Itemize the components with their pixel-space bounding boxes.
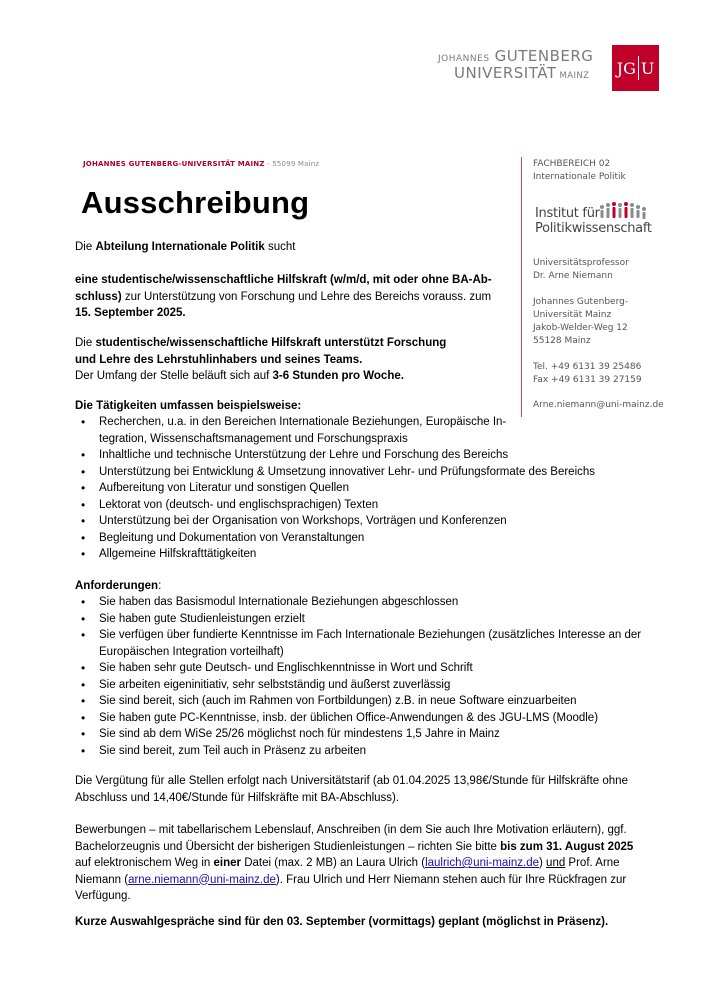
- list-item: [75, 627, 695, 660]
- start-date: 15. September 2025.: [75, 307, 186, 319]
- department-info: [533, 158, 626, 184]
- support-text: Der Umfang der Stelle beläuft sich auf: [75, 370, 273, 382]
- list-item: • Sie sind ab dem WiSe 25/26 möglichst noch für mindestens 1,5 Jahre in Mainz: [75, 726, 695, 743]
- logo-universitaet: UNIVERSITÄT: [454, 64, 557, 82]
- list-item: • Sie haben das Basismodul Internationale Beziehungen abgeschlossen: [75, 594, 695, 611]
- list-item: • Sie haben gute Studienleistungen erzielt: [75, 611, 695, 628]
- list-item-text: tegration, Wissenschaftsmanagement und Forschungspraxis: [99, 432, 408, 445]
- application-paragraph: [75, 822, 658, 905]
- tasks-heading-text: Die Tätigkeiten umfassen beispielsweise:: [75, 400, 302, 412]
- institute-logo: [535, 202, 655, 244]
- requirements-heading: [75, 578, 690, 595]
- list-item: • Unterstützung bei Entwicklung & Umsetzung innovativer Lehr- und Prüfungsformate des Bereichs: [75, 464, 695, 481]
- list-item: • Sie sind bereit, sich (auch im Rahmen von Fortbildungen) z.B. in neue Software einzuarbeiten: [75, 693, 695, 710]
- address-line: Johannes Gutenberg-: [533, 297, 629, 307]
- list-item-text: Europäischen Integration vorteilhaft): [99, 645, 284, 658]
- application-text: Datei (max. 2 MB) an Laura Ulrich (: [241, 857, 426, 869]
- list-item: • Lektorat von (deutsch- und englischsprachigen) Texten: [75, 497, 695, 514]
- email-link-ulrich[interactable]: laulrich@uni-mainz.de: [425, 857, 540, 869]
- contact-email[interactable]: Arne.niemann@uni-mainz.de: [533, 400, 664, 410]
- pay-paragraph: [75, 773, 690, 806]
- application-text: Bachelorzeugnis und Übersicht der bisherigen Studienleistungen – richten Sie bitte: [75, 840, 501, 853]
- department-line2: Internationale Politik: [533, 172, 626, 182]
- application-text: Niemann (: [75, 873, 129, 886]
- application-text: ): [539, 857, 547, 869]
- address-line: Jakob-Welder-Weg 12: [533, 323, 628, 333]
- support-line2: und Lehre des Lehrstuhlinhabers und seines Teams.: [75, 353, 363, 366]
- jgu-logo-badge: [612, 45, 659, 91]
- intro-text: sucht: [264, 241, 296, 253]
- list-item-text: Sie verfügen über fundierte Kenntnisse im Fach Internationale Beziehungen (zusätzliches Interesse an der: [99, 629, 642, 641]
- tasks-list: [75, 414, 695, 563]
- email-link-niemann[interactable]: arne.niemann@uni-mainz.de: [128, 873, 276, 886]
- logo-gutenberg: GUTENBERG: [494, 47, 594, 65]
- interviews-text: Kurze Auswahlgespräche sind für den 03. September (vormittags) geplant (möglichst in Präsenz).: [75, 916, 609, 928]
- position-paragraph: [75, 272, 515, 322]
- logo-johannes: JOHANNES: [438, 54, 490, 64]
- list-item: • Unterstützung bei der Organisation von Workshops, Vorträgen und Konferenzen: [75, 513, 695, 530]
- list-item: • Aufbereitung von Literatur und sonstigen Quellen: [75, 480, 695, 497]
- sender-university: JOHANNES GUTENBERG-UNIVERSITÄT MAINZ: [83, 160, 265, 168]
- requirements-list: [75, 594, 695, 759]
- page-title: Ausschreibung: [81, 185, 310, 220]
- intro-text: Die: [75, 241, 96, 253]
- sender-zip: - 55099 Mainz: [267, 160, 320, 168]
- intro-department: Abteilung Internationale Politik: [95, 241, 265, 253]
- fax-number: Fax +49 6131 39 27159: [533, 375, 642, 385]
- position-title-line2: schluss): [75, 290, 122, 303]
- application-deadline: bis zum 31. August 2025: [500, 840, 634, 853]
- pay-line: Die Vergütung für alle Stellen erfolgt nach Universitätstarif (ab 01.04.2025 13,98€/Stunde für Hilfskräfte ohne: [75, 775, 628, 787]
- institute-line2: Politikwissenschaft: [535, 221, 652, 236]
- requirements-colon: :: [158, 580, 162, 592]
- list-item: • Begleitung und Dokumentation von Veranstaltungen: [75, 530, 695, 547]
- application-line: Verfügung.: [75, 890, 131, 902]
- list-item: • Sie haben gute PC-Kenntnisse, insb. der üblichen Office-Anwendungen & des JGU-LMS (Moodle): [75, 710, 695, 727]
- address-line: Universität Mainz: [533, 310, 612, 320]
- department-line1: FACHBEREICH 02: [533, 159, 611, 169]
- list-item: [75, 414, 695, 447]
- requirements-heading-text: Anforderungen: [75, 580, 159, 592]
- application-text: Prof. Arne: [565, 857, 620, 869]
- list-item: • Sie arbeiten eigeninitiativ, sehr selbstständig und äußerst zuverlässig: [75, 677, 695, 694]
- tasks-heading: [75, 398, 690, 415]
- intro-paragraph: [75, 239, 690, 256]
- phone-number: Tel. +49 6131 39 25486: [533, 362, 642, 372]
- pay-line: Abschluss und 14,40€/Stunde für Hilfskräfte mit BA-Abschluss).: [75, 791, 400, 804]
- application-text: ). Frau Ulrich und Herr Niemann stehen auch für Ihre Rückfragen zur: [275, 873, 627, 886]
- list-item: • Sie sind bereit, zum Teil auch in Präsenz zu arbeiten: [75, 743, 695, 760]
- jgu-badge-jg: JG: [616, 58, 636, 78]
- list-item: • Sie haben sehr gute Deutsch- und Englischkenntnisse in Wort und Schrift: [75, 660, 695, 677]
- position-title-line1: eine studentische/wissenschaftliche Hilfskraft (w/m/d, mit oder ohne BA-Ab-: [75, 274, 492, 286]
- application-und: und: [546, 857, 566, 869]
- institute-line1: Institut für: [535, 206, 600, 221]
- list-item: • Inhaltliche und technische Unterstützung der Lehre und Forschung des Bereichs: [75, 447, 695, 464]
- support-line1: studentische/wissenschaftliche Hilfskraft unterstützt Forschung: [95, 337, 447, 349]
- list-item: • Allgemeine Hilfskrafttätigkeiten: [75, 546, 695, 563]
- contact-name: Dr. Arne Niemann: [533, 271, 613, 281]
- position-text: zur Unterstützung von Forschung und Lehre des Bereichs vorauss. zum: [121, 290, 492, 303]
- sender-line: [83, 160, 319, 168]
- application-einer: einer: [213, 857, 241, 869]
- list-item-text: Recherchen, u.a. in den Bereichen Internationale Beziehungen, Europäische In-: [99, 416, 507, 428]
- application-text: auf elektronischem Weg in: [75, 857, 214, 869]
- interviews-paragraph: [75, 914, 690, 931]
- contact-person: [533, 257, 629, 283]
- weekly-hours: 3-6 Stunden pro Woche.: [272, 370, 404, 382]
- jgu-badge-u: U: [640, 58, 655, 78]
- people-icon: [598, 202, 648, 226]
- address-line: 55128 Mainz: [533, 336, 591, 346]
- logo-mainz: MAINZ: [559, 71, 590, 81]
- application-line: Bewerbungen – mit tabellarischem Lebenslauf, Anschreiben (in dem Sie auch Ihre Motivation erläutern), ggf.: [75, 824, 627, 836]
- support-paragraph: Die studentische/wissenschaftliche Hilfskraft unterstützt Forschung und Lehre des Lehrstuhlinhabers und seines Teams. Der Umfang der Stelle beläuft sich auf 3-6 Stunden pro Woche.: [75, 337, 447, 382]
- contact-position: Universitätsprofessor: [533, 258, 629, 268]
